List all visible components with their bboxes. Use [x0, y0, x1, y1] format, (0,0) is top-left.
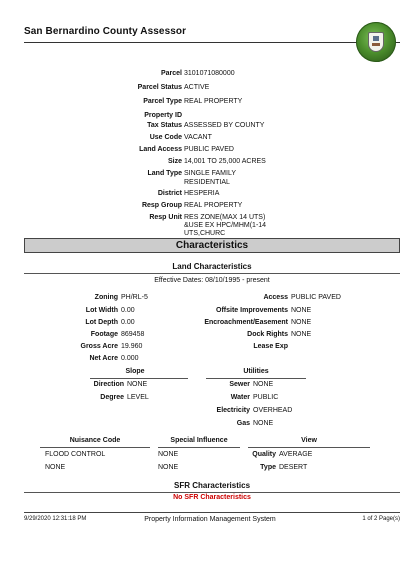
- view-header: View: [301, 437, 317, 444]
- lot-depth-label: Lot Depth: [85, 319, 118, 326]
- land-type-label: Land Type: [147, 170, 182, 177]
- gas-value: NONE: [253, 420, 274, 427]
- utilities-title: Utilities: [243, 368, 269, 375]
- net-acre-value: 0.000: [121, 355, 139, 362]
- special-influence-1: NONE: [158, 451, 179, 458]
- tax-status-label: Tax Status: [147, 122, 182, 129]
- parcel-type-value: REAL PROPERTY: [184, 98, 243, 105]
- dock-rights-label: Dock Rights: [247, 331, 288, 338]
- net-acre-label: Net Acre: [89, 355, 118, 362]
- resp-unit-label: Resp Unit: [149, 214, 182, 221]
- lease-exp-label: Lease Exp: [253, 343, 288, 350]
- parcel-type-label: Parcel Type: [143, 98, 182, 105]
- access-label: Access: [263, 294, 288, 301]
- sfr-characteristics-title: SFR Characteristics: [173, 481, 251, 490]
- nuisance-code-divider: [40, 447, 150, 448]
- nuisance-code-1: FLOOD CONTROL: [45, 451, 106, 458]
- resp-group-value: REAL PROPERTY: [184, 202, 243, 209]
- view-quality-label: Quality: [252, 451, 276, 458]
- utilities-divider: [206, 378, 306, 379]
- county-seal-shield-icon: [368, 32, 384, 52]
- footer-divider: [24, 512, 400, 513]
- slope-title: Slope: [125, 368, 145, 375]
- view-type-label: Type: [260, 464, 276, 471]
- sfr-message: No SFR Characteristics: [173, 494, 251, 501]
- tax-status-value: ASSESSED BY COUNTY: [184, 122, 265, 129]
- encroachment-easement-label: Encroachment/Easement: [204, 319, 288, 326]
- slope-direction-label: Direction: [93, 381, 124, 388]
- parcel-status-label: Parcel Status: [137, 84, 182, 91]
- water-value: PUBLIC: [253, 394, 279, 401]
- encroachment-easement-value: NONE: [291, 319, 312, 326]
- slope-degree-label: Degree: [100, 394, 124, 401]
- sfr-divider: [24, 492, 400, 493]
- size-label: Size: [167, 158, 182, 165]
- nuisance-code-2: NONE: [45, 464, 66, 471]
- water-label: Water: [230, 394, 250, 401]
- access-value: PUBLIC PAVED: [291, 294, 341, 301]
- footage-label: Footage: [90, 331, 118, 338]
- title-divider: [24, 42, 400, 43]
- lot-width-label: Lot Width: [85, 307, 118, 314]
- lot-depth-value: 0.00: [121, 319, 135, 326]
- footer-system-name: Property Information Management System: [144, 516, 276, 523]
- sewer-value: NONE: [253, 381, 274, 388]
- electricity-label: Electricity: [216, 407, 250, 414]
- effective-dates: Effective Dates: 08/10/1995 - present: [154, 277, 270, 284]
- district-label: District: [157, 190, 182, 197]
- land-type-value: SINGLE FAMILY: [184, 170, 236, 177]
- parcel-value: 3101071080000: [184, 70, 235, 77]
- size-value: 14,001 TO 25,000 ACRES: [184, 158, 266, 165]
- resp-group-label: Resp Group: [141, 202, 182, 209]
- gas-label: Gas: [236, 420, 250, 427]
- use-code-value: VACANT: [184, 134, 212, 141]
- characteristics-header: Characteristics: [24, 238, 400, 253]
- land-access-label: Land Access: [139, 146, 182, 153]
- offsite-improvements-value: NONE: [291, 307, 312, 314]
- special-influence-2: NONE: [158, 464, 179, 471]
- gross-acre-label: Gross Acre: [80, 343, 118, 350]
- lot-width-value: 0.00: [121, 307, 135, 314]
- use-code-label: Use Code: [149, 134, 182, 141]
- resp-unit-value-line3: UTS,CHURC: [184, 230, 226, 237]
- electricity-value: OVERHEAD: [253, 407, 293, 414]
- land-access-value: PUBLIC PAVED: [184, 146, 234, 153]
- parcel-status-value: ACTIVE: [184, 84, 210, 91]
- view-divider: [248, 447, 370, 448]
- offsite-improvements-label: Offsite Improvements: [216, 307, 288, 314]
- slope-degree-value: LEVEL: [127, 394, 149, 401]
- footage-value: 869458: [121, 331, 145, 338]
- footer-page-count: 1 of 2 Page(s): [362, 516, 400, 522]
- footer-timestamp: 9/29/2020 12:31:18 PM: [24, 516, 87, 522]
- special-influence-divider: [158, 447, 240, 448]
- slope-direction-value: NONE: [127, 381, 148, 388]
- land-characteristics-divider: [24, 273, 400, 274]
- gross-acre-value: 19.960: [121, 343, 143, 350]
- page-title: San Bernardino County Assessor: [24, 26, 187, 37]
- property-id-label: Property ID: [144, 112, 182, 119]
- view-quality-value: AVERAGE: [279, 451, 313, 458]
- resp-unit-value: RES ZONE(MAX 14 UTS): [184, 214, 266, 221]
- parcel-label: Parcel: [160, 70, 182, 77]
- view-type-value: DESERT: [279, 464, 308, 471]
- land-characteristics-title: Land Characteristics: [172, 262, 252, 271]
- dock-rights-value: NONE: [291, 331, 312, 338]
- sewer-label: Sewer: [229, 381, 250, 388]
- district-value: HESPERIA: [184, 190, 220, 197]
- nuisance-code-header: Nuisance Code: [69, 437, 121, 444]
- special-influence-header: Special Influence: [170, 437, 228, 444]
- resp-unit-value-line2: &USE EX HPC/MHM(1-14: [184, 222, 267, 229]
- slope-divider: [90, 378, 188, 379]
- land-type-value-line2: RESIDENTIAL: [184, 179, 230, 186]
- zoning-label: Zoning: [94, 294, 118, 301]
- zoning-value: PH/RL-5: [121, 294, 148, 301]
